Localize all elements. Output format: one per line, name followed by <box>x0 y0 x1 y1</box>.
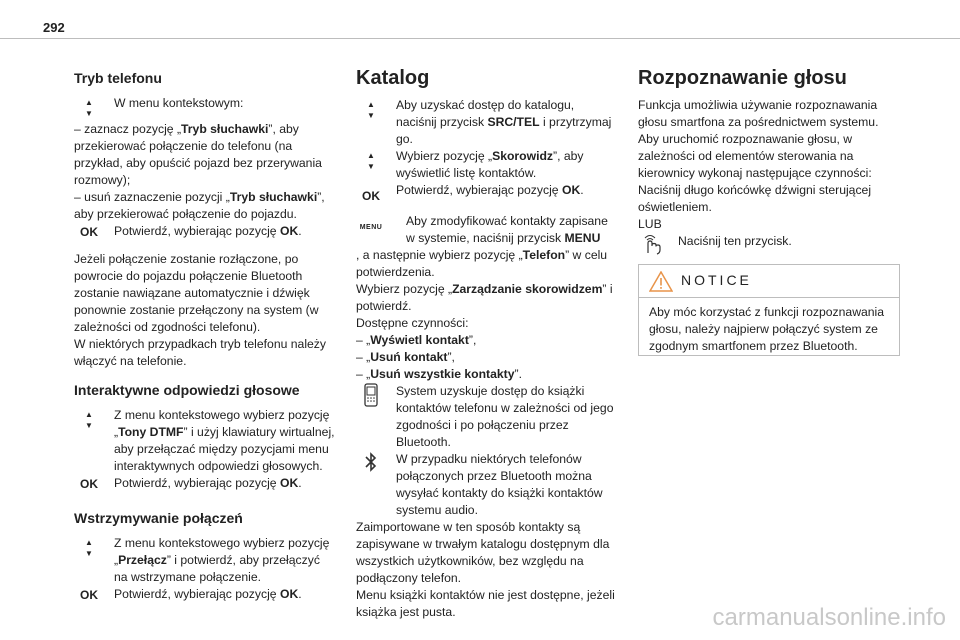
text-actions: Dostępne czynności: <box>356 316 469 330</box>
row-catalog-access <box>356 97 618 148</box>
text-press-button: Naciśnij ten przycisk. <box>678 234 792 248</box>
bluetooth-icon <box>356 451 386 478</box>
text-bluetooth: W przypadku niektórych telefonów połączonych przez Bluetooth można wysyłać kontakty do książki kontaktów systemu audio. <box>396 452 603 517</box>
text-headset-select: – zaznacz pozycję „Tryb słuchawki”, aby przekierować połączenie do telefonu (na przykład, aby opuścić pojazd bez przerywania rozmowy); <box>74 122 322 187</box>
row-context-menu <box>74 95 336 118</box>
row-confirm-catalog <box>356 182 618 203</box>
column-phone-mode <box>74 70 336 603</box>
top-rule <box>0 38 960 39</box>
text-headset-deselect: – usuń zaznaczenie pozycji „Tryb słuchawki”, aby przekierować połączenie do pojazdu. <box>74 190 325 221</box>
column-voice-recognition <box>638 67 902 250</box>
text-switch: Z menu kontekstowego wybierz pozycję „Przełącz” i potwierdź, aby przełączyć na wstrzymane połączenie. <box>114 536 330 584</box>
ok-icon: OK <box>80 225 98 239</box>
page-number: 292 <box>43 20 65 35</box>
up-down-arrows-icon: ▲ ▼ <box>85 410 93 430</box>
row-confirm-3 <box>74 586 336 603</box>
text-confirm-catalog: Potwierdź, wybierając pozycję OK. <box>396 183 584 197</box>
text-voice-start: Aby uruchomić rozpoznawanie głosu, w zależności od elementów sterowania na kierownicy wykonaj następujące czynności: <box>638 132 872 180</box>
up-down-arrows-icon: ▲ ▼ <box>85 98 93 118</box>
warning-icon <box>649 271 673 297</box>
text-long-press: Naciśnij długo końcówkę dźwigni sterującej oświetleniem. <box>638 183 872 214</box>
touch-icon <box>638 233 668 260</box>
notice-text: Aby móc korzystać z funkcji rozpoznawania głosu, należy najpierw połączyć system ze zgodnym smartfonem przez Bluetooth. <box>649 305 885 353</box>
text-dtmf-lead: Z menu kontekstowego wybierz pozycję „Tony DTMF” i użyj klawiatury wirtualnej, aby przełączać między pozycjami menu interaktywnych odpowiedzi głosowych. <box>114 408 335 473</box>
text-voice-intro: Funkcja umożliwia używanie rozpoznawania głosu smartfona za pośrednictwem systemu. <box>638 98 879 129</box>
row-switch <box>74 535 336 586</box>
watermark: carmanualsonline.info <box>712 604 946 631</box>
ok-icon: OK <box>362 189 380 203</box>
text-confirm-3: Potwierdź, wybierając pozycję OK. <box>114 587 302 601</box>
up-down-arrows-icon: ▲ ▼ <box>367 100 375 120</box>
text-reconnect: Jeżeli połączenie zostanie rozłączone, po powrocie do pojazdu połączenie Bluetooth zostanie nawiązane automatycznie i dźwięk ponownie zostanie przełączony na system (w zależności od zgodności telefonu). <box>74 252 319 334</box>
list-item: – „Usuń wszystkie kontakty”. <box>356 367 522 381</box>
menu-icon: MENU <box>359 224 383 231</box>
row-confirm-2 <box>74 475 336 492</box>
text-imported-contacts: Zaimportowane w ten sposób kontakty są zapisywane w trwałym katalogu dostępnym dla wszystkich użytkowników, bez względu na podłączony telefon. <box>356 520 610 585</box>
up-down-arrows-icon: ▲ ▼ <box>85 538 93 558</box>
row-press-button <box>638 233 902 250</box>
text-catalog-access: Aby uzyskać dostęp do katalogu, naciśnij przycisk SRC/TEL i przytrzymaj go. <box>396 98 612 146</box>
notice-title: NOTICE <box>681 272 752 288</box>
text-directory: Wybierz pozycję „Skorowidz”, aby wyświetlić listę kontaktów. <box>396 149 584 180</box>
notice-box <box>638 264 900 356</box>
heading-catalog: Katalog <box>356 67 430 89</box>
ok-icon: OK <box>80 477 98 491</box>
up-down-arrows-icon: ▲ ▼ <box>367 151 375 171</box>
notice-header <box>639 265 899 298</box>
list-item: – „Usuń kontakt”, <box>356 350 455 364</box>
text-empty-book: Menu książki kontaktów nie jest dostępne, jeżeli książka jest pusta. <box>356 588 615 619</box>
heading-call-hold: Wstrzymywanie połączeń <box>74 510 243 526</box>
ok-icon: OK <box>80 588 98 602</box>
text-menu-lead: Aby zmodyfikować kontakty zapisane w systemie, naciśnij przycisk MENU <box>406 214 608 245</box>
text-menu-rest: , a następnie wybierz pozycję „Telefon” w celu potwierdzenia. <box>356 248 608 279</box>
text-or: LUB <box>638 217 662 231</box>
text-confirm-1: Potwierdź, wybierając pozycję OK. <box>114 224 302 238</box>
row-phone-contacts <box>356 383 618 451</box>
text-phone-contacts: System uzyskuje dostęp do książki kontaktów telefonu w zależności od jego zgodności i po połączeniu przez Bluetooth. <box>396 384 614 449</box>
heading-voice-response: Interaktywne odpowiedzi głosowe <box>74 382 300 398</box>
text-confirm-2: Potwierdź, wybierając pozycję OK. <box>114 476 302 490</box>
column-catalog <box>356 67 618 621</box>
row-confirm-1 <box>74 223 336 240</box>
row-bluetooth <box>356 451 618 519</box>
text-manage-directory: Wybierz pozycję „Zarządzanie skorowidzem” i potwierdź. <box>356 282 613 313</box>
heading-phone-mode: Tryb telefonu <box>74 70 162 86</box>
list-item: – „Wyświetl kontakt”, <box>356 333 477 347</box>
row-dtmf <box>74 407 336 475</box>
heading-voice-recognition: Rozpoznawanie głosu <box>638 67 847 89</box>
text-context-menu: W menu kontekstowym: <box>114 96 244 110</box>
text-enable-phone-mode: W niektórych przypadkach tryb telefonu należy włączyć na telefonie. <box>74 337 326 368</box>
phone-icon <box>356 383 386 412</box>
row-menu <box>356 213 618 247</box>
row-directory <box>356 148 618 182</box>
